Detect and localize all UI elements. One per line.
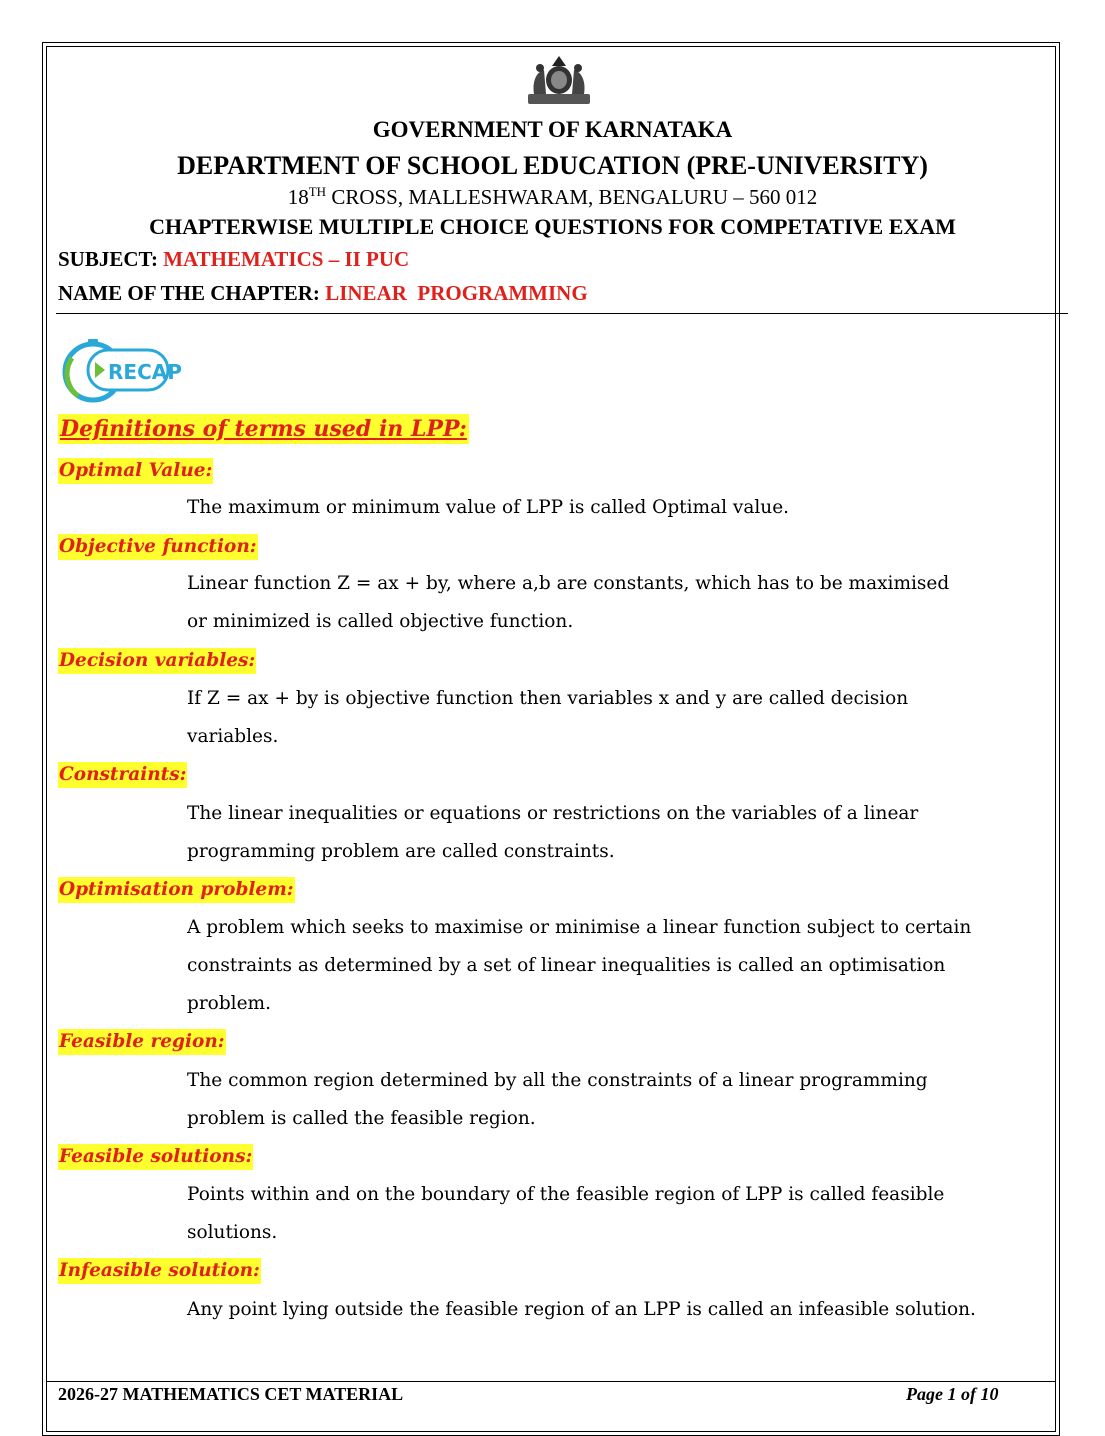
def-objective-function: Linear function Z = ax + by, where a,b are constants, which has to be maximised or minimized is called objective function. — [187, 573, 950, 632]
def-feasible-region: The common region determined by all the constraints of a linear programming problem is called the feasible region. — [187, 1070, 928, 1129]
document-purpose: CHAPTERWISE MULTIPLE CHOICE QUESTIONS FOR COMPETATIVE EXAM — [149, 214, 956, 239]
term-feasible-region: Feasible region: — [58, 1029, 226, 1055]
recap-badge-text: RECAP — [108, 360, 182, 384]
def-constraints: The linear inequalities or equations or restrictions on the variables of a linear programming problem are called constraints. — [187, 803, 919, 862]
subject-value: MATHEMATICS – II PUC — [163, 247, 410, 271]
term-optimisation-problem: Optimisation problem: — [58, 877, 295, 903]
def-optimisation-problem: A problem which seeks to maximise or minimise a linear function subject to certain constraints as determined by a set of linear inequalities is called an optimisation problem. — [187, 917, 972, 1014]
footer-title: 2026-27 MATHEMATICS CET MATERIAL — [58, 1384, 404, 1404]
chapter-value: LINEAR PROGRAMMING — [325, 281, 588, 305]
def-decision-variables: If Z = ax + by is objective function then variables x and y are called decision variables. — [187, 688, 909, 747]
footer-divider — [46, 1381, 1056, 1382]
header-divider — [56, 313, 1068, 314]
def-feasible-solutions: Points within and on the boundary of the feasible region of LPP is called feasible solutions. — [187, 1184, 945, 1243]
term-feasible-solutions: Feasible solutions: — [58, 1144, 253, 1170]
section-title: Definitions of terms used in LPP: — [60, 416, 467, 442]
recap-badge — [58, 336, 182, 406]
subject-line: SUBJECT: MATHEMATICS – II PUC — [58, 247, 410, 271]
page-number: Page 1 of 10 — [906, 1384, 999, 1404]
term-objective-function: Objective function: — [58, 534, 258, 560]
term-decision-variables: Decision variables: — [58, 648, 256, 674]
karnataka-emblem-icon — [526, 54, 592, 106]
term-constraints: Constraints: — [58, 762, 187, 788]
def-infeasible-solution: Any point lying outside the feasible region of an LPP is called an infeasible solution. — [187, 1299, 976, 1320]
def-optimal-value: The maximum or minimum value of LPP is called Optimal value. — [187, 497, 790, 518]
govt-title: GOVERNMENT OF KARNATAKA — [372, 117, 733, 142]
chapter-line: NAME OF THE CHAPTER: LINEAR PROGRAMMING — [58, 281, 588, 305]
term-optimal-value: Optimal Value: — [58, 458, 213, 484]
term-infeasible-solution: Infeasible solution: — [58, 1258, 261, 1284]
department-title: DEPARTMENT OF SCHOOL EDUCATION (PRE-UNIVERSITY) — [177, 151, 928, 180]
address-line: 18TH CROSS, MALLESHWARAM, BENGALURU – 560 012 — [287, 184, 818, 209]
